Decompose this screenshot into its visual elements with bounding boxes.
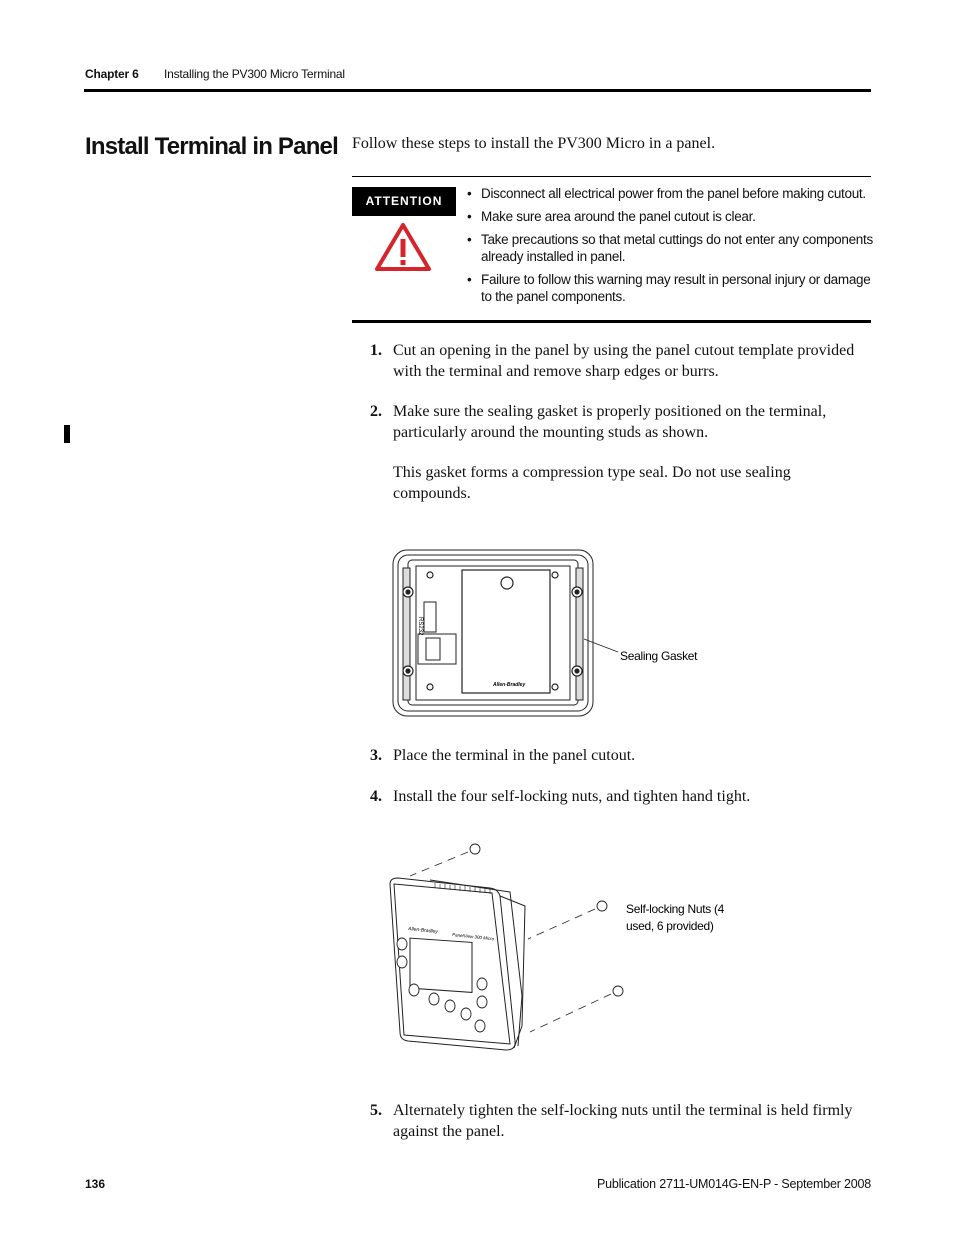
step-text: Alternately tighten the self-locking nuts until the terminal is held firmly against the panel. bbox=[393, 1102, 853, 1140]
step-number: 4. bbox=[370, 788, 382, 805]
self-locking-nuts-callout-line2: used, 6 provided) bbox=[626, 919, 714, 933]
attention-list bbox=[467, 185, 877, 311]
section-title: Install Terminal in Panel bbox=[85, 133, 338, 160]
warning-triangle-icon bbox=[375, 222, 431, 272]
self-locking-nuts-callout-line1: Self-locking Nuts (4 bbox=[626, 902, 725, 916]
chapter-label: Chapter 6 bbox=[85, 67, 139, 81]
publication-info: Publication 2711-UM014G-EN-P - September 2008 bbox=[596, 1177, 871, 1191]
step-text: Install the four self-locking nuts, and tighten hand tight. bbox=[393, 788, 751, 805]
step-2 bbox=[370, 402, 870, 504]
attention-item: • Failure to follow this warning may result in personal injury or damage to the panel components. bbox=[467, 271, 877, 305]
step-number: 5. bbox=[370, 1102, 382, 1119]
terminal-brand-label: Allen-Bradley bbox=[407, 926, 439, 936]
step-5 bbox=[370, 1101, 870, 1142]
sealing-gasket-callout: Sealing Gasket bbox=[620, 649, 698, 663]
step-text: Place the terminal in the panel cutout. bbox=[393, 747, 636, 764]
step-4 bbox=[370, 787, 870, 808]
step-note: This gasket forms a compression type seal. Do not use sealing compounds. bbox=[393, 464, 791, 502]
gasket-brand-label: Allen-Bradley bbox=[493, 682, 526, 688]
step-3 bbox=[370, 746, 870, 767]
step-text: Make sure the sealing gasket is properly positioned on the terminal, particularly around the mounting studs as shown. bbox=[393, 403, 827, 441]
attention-item: • Disconnect all electrical power from the panel before making cutout. bbox=[467, 185, 877, 202]
rs232-port-label: RS232 bbox=[417, 617, 423, 636]
attention-badge: ATTENTION bbox=[352, 187, 456, 216]
terminal-model-label: PanelView 300 Micro bbox=[451, 932, 495, 942]
step-text: Cut an opening in the panel by using the panel cutout template provided with the terminal and remove sharp edges or burrs. bbox=[393, 342, 855, 380]
attention-bottom-rule bbox=[352, 320, 871, 323]
step-number: 3. bbox=[370, 747, 382, 764]
revision-change-bar bbox=[64, 425, 70, 443]
attention-item: • Take precautions so that metal cuttings do not enter any components already installed in panel. bbox=[467, 231, 877, 265]
step-number: 1. bbox=[370, 342, 382, 359]
attention-top-rule bbox=[352, 176, 871, 177]
page-number: 136 bbox=[85, 1177, 106, 1191]
intro-text: Follow these steps to install the PV300 Micro in a panel. bbox=[352, 135, 716, 152]
chapter-title: Installing the PV300 Micro Terminal bbox=[164, 67, 345, 81]
step-1 bbox=[370, 341, 870, 382]
step-number: 2. bbox=[370, 403, 382, 420]
self-locking-nuts-figure bbox=[380, 836, 740, 1061]
attention-item: • Make sure area around the panel cutout is clear. bbox=[467, 208, 877, 225]
header-rule bbox=[84, 89, 871, 92]
gasket-rear-view-figure bbox=[390, 546, 710, 721]
